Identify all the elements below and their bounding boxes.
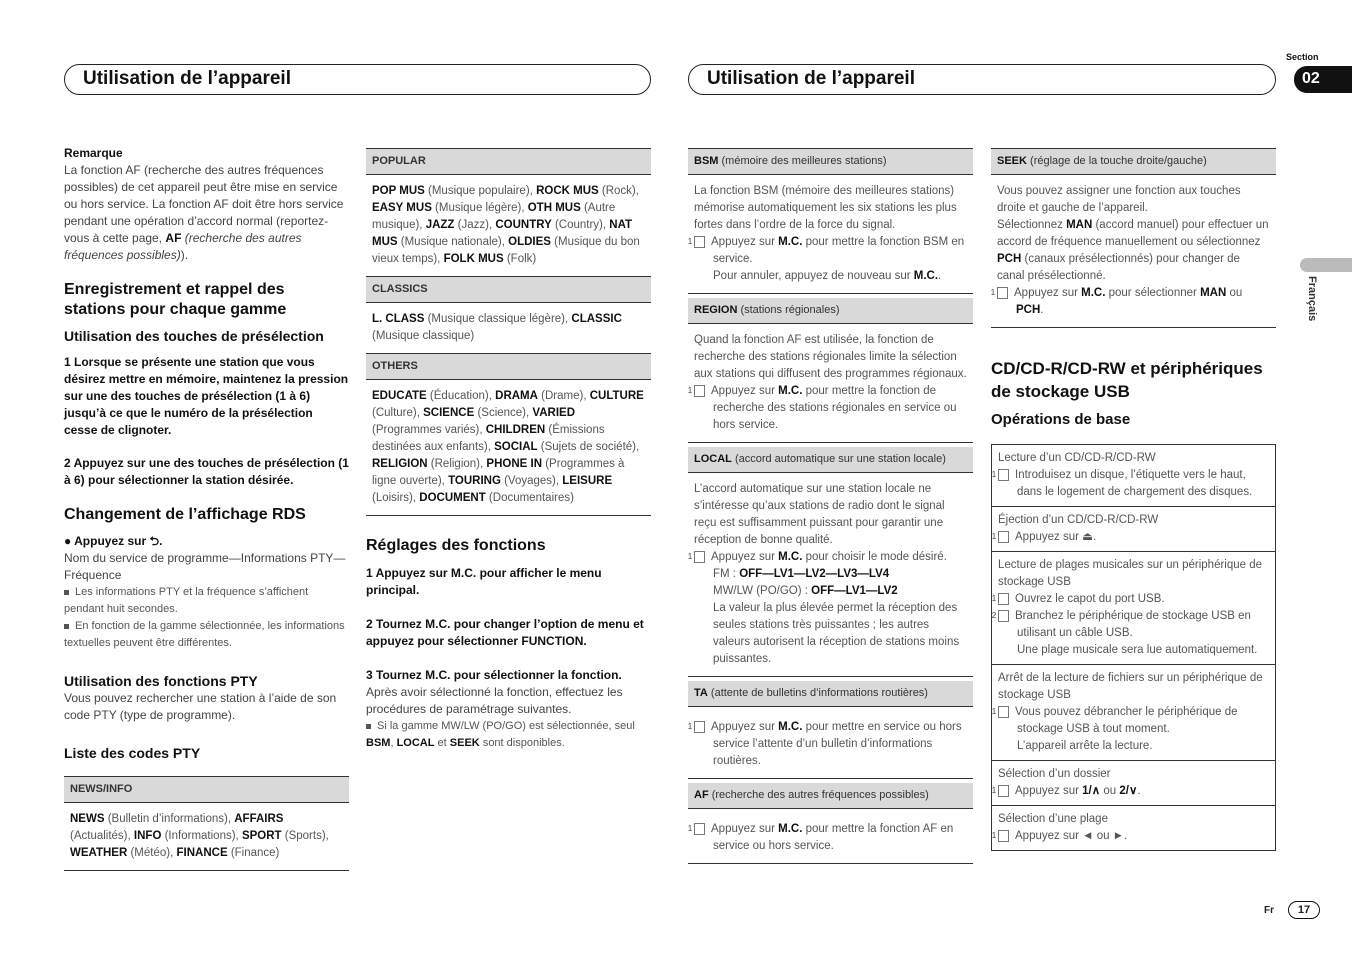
table-body: 1 Appuyez sur M.C. pour mettre la fonction AF en service ou hors service. [688,809,973,864]
code-description: (Religion), [427,458,487,470]
code-name: COUNTRY [495,219,552,231]
page-language: Fr [1264,905,1274,916]
pty-table-news [64,776,349,871]
column-2 [366,148,651,752]
code-name: OTH MUS [527,202,581,214]
code-name: CLASSIC [571,313,622,325]
code-name: EDUCATE [372,390,427,402]
code-name: DRAMA [495,390,538,402]
section-heading: Changement de l’affichage RDS [64,506,306,523]
remark-heading: Remarque [64,146,123,160]
language-tab [1300,258,1352,272]
op-row: Arrêt de la lecture de fichiers sur un périphérique de stockage USB 1 Vous pouvez débrancher le périphérique de stockage USB à tout moment. L’appareil arrête la lecture. [991,665,1276,761]
code-description: (Rock), [598,185,639,197]
code-description: (Musique classique) [372,330,475,342]
table-body [366,380,651,516]
code-name: AFFAIRS [234,813,284,825]
step: 1 Appuyez sur M.C. pour afficher le menu principal. [366,566,602,597]
code-description: (Jazz), [454,219,496,231]
sub-heading: Liste des codes PTY [64,745,201,761]
section-heading: CD/CD-R/CD-RW et périphériques de stockage USB [991,359,1263,401]
code-name: LEISURE [562,475,613,487]
code-name: SPORT [241,830,282,842]
display-icon: ⮌ [149,534,160,548]
code-description: (Finance) [227,847,280,859]
code-name: CHILDREN [485,424,546,436]
code-description: (Autre musique), [372,202,616,231]
code-description: (Documentaires) [485,492,574,504]
code-name: VARIED [532,407,576,419]
column-4 [991,148,1276,851]
code-name: TOURING [448,475,501,487]
page-header-right [688,64,1276,95]
code-name: L. CLASS [372,313,425,325]
eject-icon: ⏏ [1082,531,1094,543]
bullet-step: ● Appuyez sur ⮌. [64,534,163,548]
code-description: (Culture), [372,407,424,419]
code-description: (Sports), [281,830,329,842]
code-description: (Actualités), [70,830,134,842]
operations-table [991,444,1276,851]
code-description: (Musique nationale), [397,236,509,248]
code-name: CULTURE [589,390,644,402]
page-header-title: Utilisation de l’appareil [707,68,915,89]
code-description: (Programmes variés), [372,424,486,436]
body-text: Vous pouvez rechercher une station à l’aide de son code PTY (type de programme). [64,691,337,722]
note: En fonction de la gamme sélectionnée, les informations textuelles peuvent être différentes. [64,620,345,649]
op-row: Lecture d’un CD/CD-R/CD-RW 1 Introduisez un disque, l’étiquette vers le haut, dans le logement de chargement des disques. [991,444,1276,507]
table-header: CLASSICS [366,277,651,303]
table-header: AF (recherche des autres fréquences possibles) [688,783,973,809]
code-description: (Folk) [503,253,537,265]
page-number: 17 [1288,901,1320,919]
step: 2 Appuyez sur une des touches de présélection (1 à 6) pour sélectionner la station désirée. [64,456,349,487]
code-description: (Émissions destinées aux enfants), [372,424,605,453]
code-description: (Bulletin d’informations), [104,813,235,825]
op-row: Sélection d’une plage 1 Appuyez sur ◄ ou ►. [991,806,1276,851]
page-header-title: Utilisation de l’appareil [83,68,291,89]
code-name: JAZZ [425,219,455,231]
code-description: (Drame), [537,390,590,402]
table-header: REGION (stations régionales) [688,298,973,324]
code-description: (Météo), [127,847,177,859]
code-name: INFO [133,830,162,842]
code-description: (Country), [551,219,610,231]
table-body [366,175,651,277]
note: Si la gamme MW/LW (PO/GO) est sélectionnée, seul BSM, LOCAL et SEEK sont disponibles. [366,720,635,749]
table-body: L’accord automatique sur une station locale ne s’intéresse qu’aux stations de radio dont le signal reçu est suffisamment puissant pour garantir une réception de bonne qualité. 1 Appuyez sur M.C. pour choisir le mode désiré. FM : OFF—LV1—LV2—LV3—LV4 MW/LW (PO/GO) : OFF—LV1—LV2 La valeur la plus élevée permet la réception des seules stations très puissantes ; les autres valeurs autorisent la réception de stations moins puissantes. [688,473,973,677]
code-name: RELIGION [372,458,428,470]
column-1 [64,145,349,871]
section-heading: Réglages des fonctions [366,537,546,554]
code-name: WEATHER [70,847,128,859]
code-name: ROCK MUS [536,185,599,197]
step: 3 Tournez M.C. pour sélectionner la fonction. [366,668,622,682]
table-body: Vous pouvez assigner une fonction aux touches droite et gauche de l’appareil. Sélectionnez MAN (accord manuel) pour effectuer un accord de fréquence manuellement ou sélectionnez PCH (canaux présélectionnés) pour changer de canal présélectionné. 1 Appuyez sur M.C. pour sélectionner MAN ou PCH. [991,175,1276,328]
table-header: NEWS/INFO [64,776,349,803]
sub-heading: Utilisation des touches de présélection [64,328,324,344]
code-name: SCIENCE [423,407,475,419]
table-header: LOCAL (accord automatique sur une station locale) [688,447,973,473]
table-header: POPULAR [366,148,651,175]
code-name: PHONE IN [486,458,542,470]
table-body [366,303,651,354]
section-heading: Enregistrement et rappel des stations pour chaque gamme [64,281,287,318]
table-body: 1 Appuyez sur M.C. pour mettre en service ou hors service l’attente d’un bulletin d’informations routières. [688,707,973,779]
code-name: OLDIES [508,236,551,248]
code-description: (Informations), [161,830,242,842]
code-description: (Musique du bon vieux temps), [372,236,640,265]
remark-text: La fonction AF (recherche des autres fréquences possibles) de cet appareil peut être mise en service ou hors service. La fonction AF doit être hors service pendant une opération d’accord normal (reportez-vous à cette page, AF (recherche des autres fréquences possibles)). [64,163,344,262]
down-chevron-icon: /∨ [1125,785,1138,797]
code-description: (Sujets de société), [537,441,640,453]
column-3 [688,148,973,864]
table-header: TA (attente de bulletins d’informations routières) [688,681,973,707]
table-body: Quand la fonction AF est utilisée, la fonction de recherche des stations régionales limite la sélection aux stations qui diffusent des programmes régionaux. 1 Appuyez sur M.C. pour mettre la fonction de recherche des stations régionales en service ou hors service. [688,324,973,443]
table-body [64,803,349,871]
table-header: SEEK (réglage de la touche droite/gauche) [991,148,1276,175]
code-name: FINANCE [176,847,228,859]
section-number: 02 [1294,66,1352,93]
table-body: La fonction BSM (mémoire des meilleures stations) mémorise automatiquement les six stations les plus fortes dans l’ordre de la force du signal. 1 Appuyez sur M.C. pour mettre la fonction BSM en service. Pour annuler, appuyez de nouveau sur M.C.. [688,175,973,294]
code-name: DOCUMENT [419,492,486,504]
code-name: NAT MUS [372,219,633,248]
code-description: (Musique légère), [431,202,528,214]
code-name: EASY MUS [372,202,432,214]
code-description: (Musique classique légère), [424,313,572,325]
up-chevron-icon: /∧ [1088,785,1101,797]
code-name: NEWS [70,813,105,825]
code-description: (Programmes à ligne ouverte), [372,458,625,487]
sub-heading: Opérations de base [991,411,1131,428]
op-row: Lecture de plages musicales sur un périphérique de stockage USB 1 Ouvrez le capot du port USB. 2 Branchez le périphérique de stockage USB en utilisant un câble USB. Une plage musicale sera lue automatiquement. [991,552,1276,665]
op-row: Éjection d’un CD/CD-R/CD-RW 1 Appuyez sur ⏏. [991,507,1276,552]
language-label: Français [1306,276,1318,322]
table-header: OTHERS [366,354,651,380]
code-description: (Éducation), [426,390,496,402]
note: Les informations PTY et la fréquence s’affichent pendant huit secondes. [64,586,309,615]
step: 2 Tournez M.C. pour changer l’option de menu et appuyez pour sélectionner FUNCTION. [366,617,644,648]
code-name: FOLK MUS [443,253,504,265]
page-header-left [64,64,651,95]
code-description: (Voyages), [500,475,563,487]
code-description: (Loisirs), [372,492,420,504]
table-header: BSM (mémoire des meilleures stations) [688,148,973,175]
code-description: (Science), [474,407,533,419]
section-label: Section [1286,52,1319,62]
step: 1 Lorsque se présente une station que vous désirez mettre en mémoire, maintenez la pression sur une des touches de présélection (1 à 6) jusqu’à ce que le numéro de la présélection cesse de clignoter. [64,355,349,437]
code-name: SOCIAL [494,441,538,453]
code-name: POP MUS [372,185,425,197]
body-text: Après avoir sélectionné la fonction, effectuez les procédures de paramétrage suivantes. [366,685,623,716]
sub-heading: Utilisation des fonctions PTY [64,673,258,689]
op-row: Sélection d’un dossier 1 Appuyez sur 1/∧ ou 2/∨. [991,761,1276,806]
body-text: Nom du service de programme—Informations PTY—Fréquence [64,551,346,582]
code-description: (Musique populaire), [424,185,537,197]
